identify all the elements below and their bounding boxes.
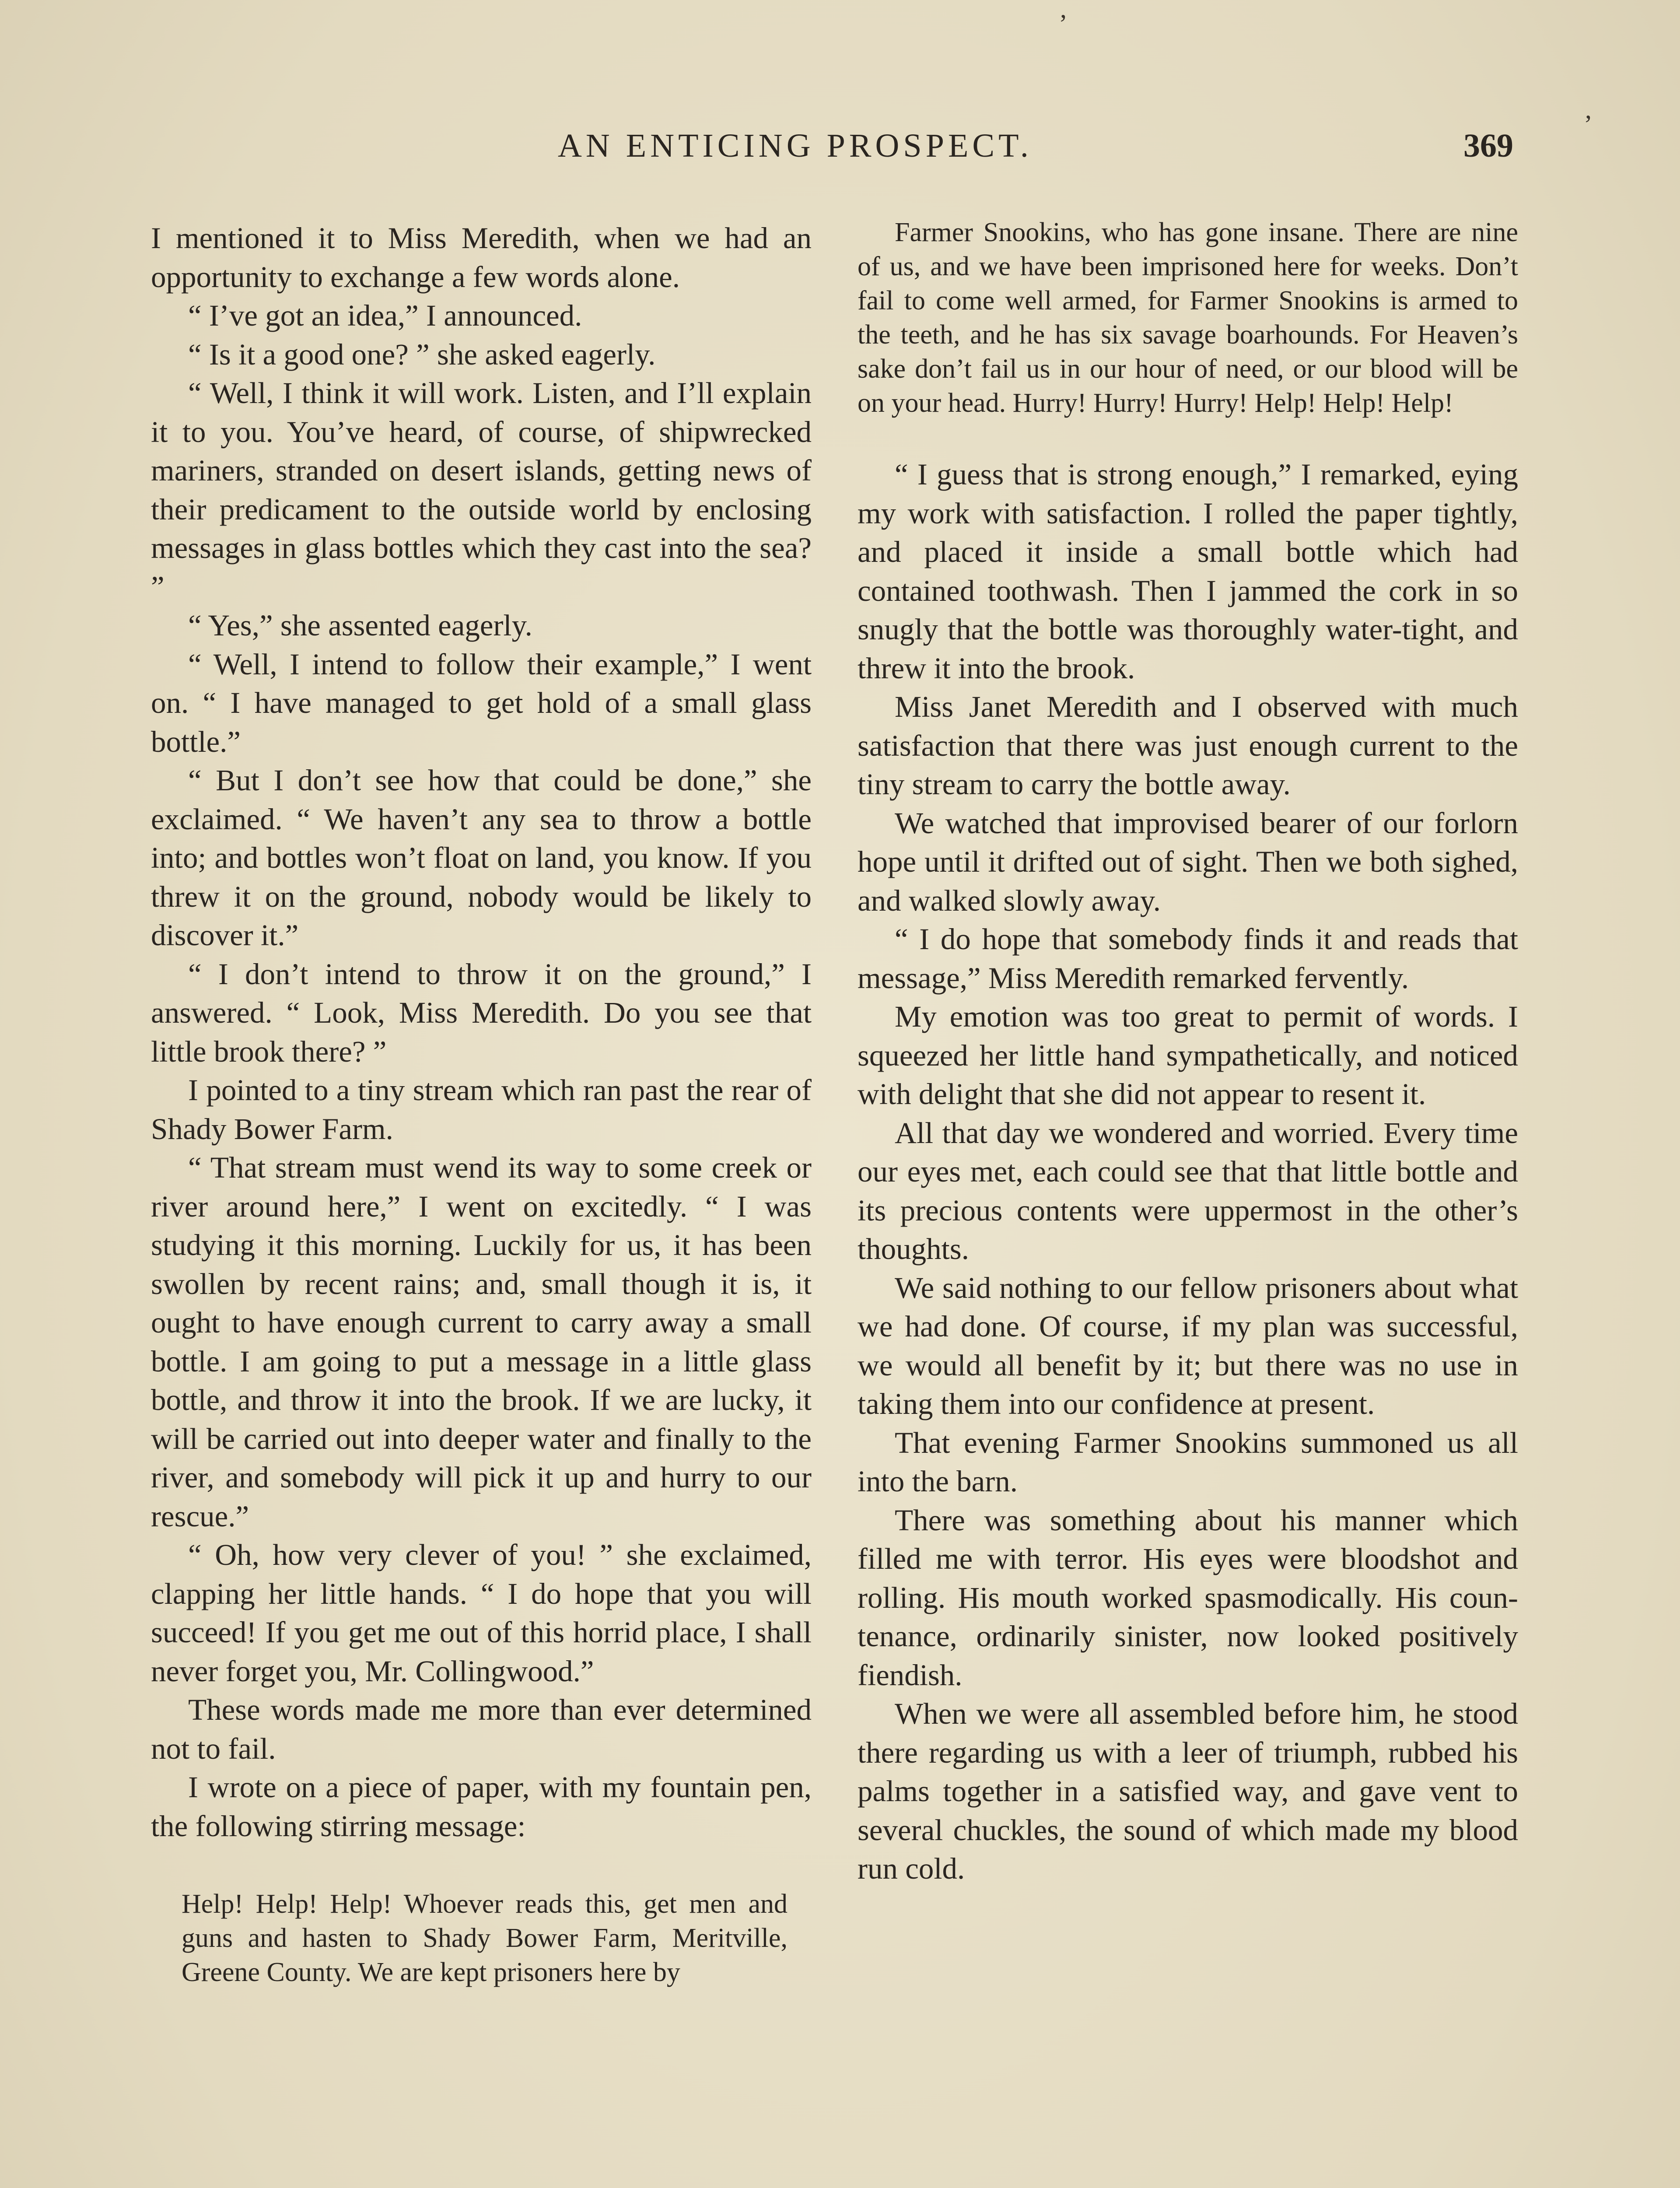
paragraph: Miss Janet Meredith and I observed with much satisfaction that there was just enough current to the tiny stream to carry the bottle away. bbox=[858, 690, 1518, 801]
paragraph: I pointed to a tiny stream which ran past the rear of Shady Bower Farm. bbox=[151, 1073, 812, 1146]
paragraph: There was something about his manner which filled me with terror. His eyes were bloodshot and rolling. His mouth worked spasmodically. His countenance, ordinarily sinister, now looked positively fiendish. bbox=[858, 1503, 1518, 1692]
paragraph: “ Oh, how very clever of you! ” she exclaimed, clapping her little hands. “ I do hope that you will succeed! If you get me out of this horrid place, I shall never forget you, Mr. Collingwood.” bbox=[151, 1538, 812, 1688]
paragraph: These words made me more than ever determined not to fail. bbox=[151, 1693, 812, 1765]
paragraph: “ Well, I intend to follow their example,” I went on. “ I have managed to get hold of a small glass bottle.” bbox=[151, 647, 812, 758]
paragraph: We said nothing to our fellow prisoners about what we had done. Of course, if my plan was successful, we would all benefit by it; but there was no use in taking them into our confidence at present. bbox=[858, 1271, 1518, 1420]
paragraph: That evening Farmer Snookins summoned us all into the barn. bbox=[858, 1426, 1518, 1498]
paragraph: I wrote on a piece of paper, with my fountain pen, the following stirring message: bbox=[151, 1771, 812, 1843]
paragraph: “ That stream must wend its way to some creek or river around here,” I went on excitedly. “ I was studying it this morning. Luckily for us, it has been swollen by recent rains; and, small though it is, it ought to have enough current to carry away a small bottle. I am going to put a message in a little glass bottle, and throw it into the brook. If we are lucky, it will be carried out into deeper water and finally to the river, and somebody will pick it up and hurry to our rescue.” bbox=[151, 1151, 812, 1533]
paragraph: “ I don’t intend to throw it on the ground,” I answered. “ Look, Miss Meredith. Do you see that little brook there? ” bbox=[151, 957, 812, 1068]
paragraph: “ I guess that is strong enough,” I remarked, eying my work with satisfaction. I rolled the paper tightly, and placed it inside a small bottle which had contained toothwash. Then I jammed the cork in so snugly that the bottle was thoroughly water-tight, and threw it into the brook. bbox=[858, 458, 1518, 685]
paragraph: When we were all assembled before him, he stood there regarding us with a leer of triumph, rubbed his palms together in a satisfied way, and gave vent to several chuckles, the sound of which made my blood run cold. bbox=[858, 1697, 1518, 1885]
paragraph: “ Well, I think it will work. Listen, and I’ll explain it to you. You’ve heard, of course, of shipwrecked mariners, stranded on desert islands, getting news of their predicament to the outside world by enclosing messages in glass bottles which they cast into the sea? ” bbox=[151, 376, 812, 603]
running-title: AN ENTICING PROSPECT. bbox=[558, 127, 1032, 164]
right-column bbox=[858, 215, 1518, 1888]
bottle-message-start: Help! Help! Help! Whoever reads this, get men and guns and hasten to Shady Bower Farm, Meritville, Greene County. We are kept prisoners here by bbox=[182, 1889, 788, 1987]
ink-speck: ʼ bbox=[1584, 110, 1592, 139]
paragraph: “ Yes,” she assented eagerly. bbox=[188, 609, 532, 642]
paragraph: My emotion was too great to permit of words. I squeezed her little hand sympathetically, and noticed with delight that she did not appear to resent it. bbox=[858, 1000, 1518, 1111]
bottle-message-end: Farmer Snookins, who has gone insane. There are nine of us, and we have been imprisoned here for weeks. Don’t fail to come well armed, for Farmer Snookins is armed to the teeth, and he has six savage boarhounds. For Heaven’s sake don’t fail us in our hour of need, or our blood will be on your head. Hurry! Hurry! Hurry! Help! Help! Help! bbox=[858, 217, 1518, 418]
page-number: 369 bbox=[1463, 127, 1513, 164]
paragraph: “ I’ve got an idea,” I announced. bbox=[188, 299, 582, 332]
paragraph: “ But I don’t see how that could be done,” she exclaimed. “ We haven’t any sea to throw a bottle into; and bottles won’t float on land, you know. If you threw it on the ground, nobody would be likely to discover it.” bbox=[151, 764, 812, 952]
paragraph: We watched that improvised bearer of our forlorn hope until it drifted out of sight. Then we both sighed, and walked slowly away. bbox=[858, 806, 1518, 917]
paragraph: “ I do hope that somebody finds it and reads that message,” Miss Meredith remarked fervently. bbox=[858, 922, 1518, 995]
left-column bbox=[151, 219, 812, 1989]
paragraph: I mentioned it to Miss Meredith, when we had an opportunity to exchange a few words alone. bbox=[151, 221, 812, 294]
paragraph: All that day we wondered and worried. Every time our eyes met, each could see that that little bottle and its precious contents were uppermost in the other’s thoughts. bbox=[858, 1116, 1518, 1266]
paragraph: “ Is it a good one? ” she asked eagerly. bbox=[188, 337, 656, 371]
ink-speck: ʼ bbox=[1059, 9, 1068, 38]
